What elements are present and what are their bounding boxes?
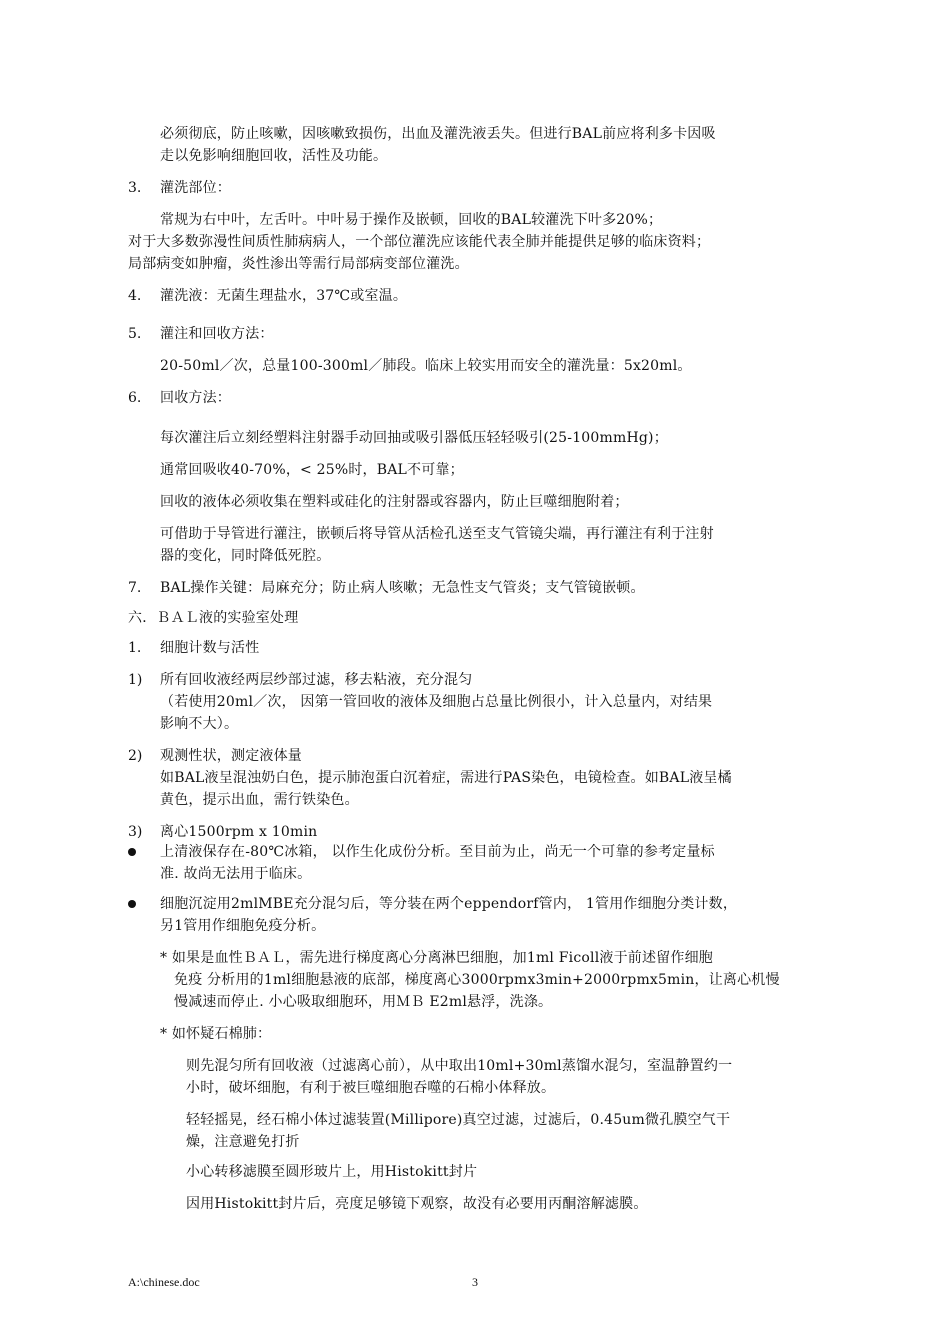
paragraph-line: 黄色，提示出血，需行铁染色。 <box>160 792 359 808</box>
bullet-icon <box>128 848 136 856</box>
chapter-heading: 六．ＢＡＬ液的实验室处理 <box>128 610 299 626</box>
item-number: 5. <box>128 326 142 342</box>
item-number: 4. <box>128 288 142 304</box>
paragraph-line: 每次灌注后立刻经塑料注射器手动回抽或吸引器低压轻轻吸引(25-100mmHg)； <box>160 430 668 446</box>
item-number: 1) <box>128 672 143 688</box>
paragraph-line: 细胞沉淀用2mlMBE充分混匀后，等分装在两个eppendorf管内， 1管用作细胞分类计数， <box>160 896 738 912</box>
section-heading: BAL操作关键：局麻充分；防止病人咳嗽；无急性支气管炎；支气管镜嵌顿。 <box>160 580 645 596</box>
paragraph-line: 必须彻底，防止咳嗽，因咳嗽致损伤，出血及灌洗液丢失。但进行BAL前应将利多卡因吸 <box>160 126 716 142</box>
item-number: 1. <box>128 640 142 656</box>
paragraph-line: 通常回吸收40-70%，< 25%时，BAL不可靠； <box>160 462 464 478</box>
item-number: 7. <box>128 580 142 596</box>
paragraph-line: 免疫 分析用的1ml细胞悬液的底部，梯度离心3000rpmx3min+2000rpmx5min，让离心机慢 <box>174 972 780 988</box>
paragraph-line: 器的变化，同时降低死腔。 <box>160 548 331 564</box>
paragraph-line: 慢减速而停止. 小心吸取细胞环，用ＭＢ E2ml悬浮，洗涤。 <box>174 994 553 1010</box>
paragraph-line: 所有回收液经两层纱部过滤，移去粘液，充分混匀 <box>160 672 473 688</box>
paragraph-line: * 如怀疑石棉肺： <box>160 1026 272 1042</box>
footer-page-number: 3 <box>472 1275 478 1289</box>
item-number: 3. <box>128 180 142 196</box>
section-heading: 灌洗液：无菌生理盐水，37℃或室温。 <box>160 288 408 304</box>
item-number: 3) <box>128 824 143 840</box>
paragraph-line: 上清液保存在-80℃冰箱， 以作生化成份分析。至目前为止，尚无一个可靠的参考定量标 <box>160 844 715 860</box>
item-number: 2) <box>128 748 143 764</box>
paragraph-line: 可借助于导管进行灌注，嵌顿后将导管从活检孔送至支气管镜尖端，再行灌注有利于注射 <box>160 526 714 542</box>
paragraph-line: 影响不大）。 <box>160 716 239 732</box>
paragraph-line: 局部病变如肿瘤，炎性渗出等需行局部病变部位灌洗。 <box>128 256 469 272</box>
paragraph-line: 小心转移滤膜至圆形玻片上，用Histokitt封片 <box>186 1164 478 1180</box>
paragraph-line: （若使用20ml／次， 因第一管回收的液体及细胞占总量比例很小，计入总量内，对结果 <box>160 694 713 710</box>
paragraph-line: 准. 故尚无法用于临床。 <box>160 866 312 882</box>
paragraph-line: 因用Histokitt封片后，亮度足够镜下观察，故没有必要用丙酮溶解滤膜。 <box>186 1196 648 1212</box>
paragraph-line: 轻轻摇晃，经石棉小体过滤装置(Millipore)真空过滤，过滤后，0.45um微孔膜空气干 <box>186 1112 731 1128</box>
paragraph-line: 燥，注意避免打折 <box>186 1134 300 1150</box>
paragraph-line: 20-50ml／次，总量100-300ml／肺段。临床上较实用而安全的灌洗量：5x20ml。 <box>160 358 692 374</box>
section-heading: 细胞计数与活性 <box>160 640 260 656</box>
section-heading: 灌注和回收方法： <box>160 326 274 342</box>
paragraph-line: 另1管用作细胞免疫分析。 <box>160 918 326 934</box>
paragraph-line: 走以免影响细胞回收，活性及功能。 <box>160 148 388 164</box>
paragraph-line: 对于大多数弥漫性间质性肺病病人，一个部位灌洗应该能代表全肺并能提供足够的临床资料； <box>128 234 711 250</box>
section-heading: 灌洗部位： <box>160 180 231 196</box>
paragraph-line: 观测性状，测定液体量 <box>160 748 302 764</box>
paragraph-line: 则先混匀所有回收液（过滤离心前），从中取出10ml+30ml蒸馏水混匀，室温静置约一 <box>186 1058 733 1074</box>
paragraph-line: 小时，破坏细胞，有利于被巨噬细胞吞噬的石棉小体释放。 <box>186 1080 556 1096</box>
paragraph-line: * 如果是血性ＢＡＬ，需先进行梯度离心分离淋巴细胞，加1ml Ficoll液于前述留作细胞 <box>160 950 713 966</box>
section-heading: 回收方法： <box>160 390 231 406</box>
footer-file-path: A:\chinese.doc <box>128 1275 200 1289</box>
bullet-icon <box>128 900 136 908</box>
paragraph-line: 常规为右中叶，左舌叶。中叶易于操作及嵌顿，回收的BAL较灌洗下叶多20%； <box>160 212 663 228</box>
paragraph-line: 回收的液体必须收集在塑料或硅化的注射器或容器内，防止巨噬细胞附着； <box>160 494 629 510</box>
item-number: 6. <box>128 390 142 406</box>
paragraph-line: 离心1500rpm x 10min <box>160 824 318 840</box>
paragraph-line: 如BAL液呈混浊奶白色，提示肺泡蛋白沉着症，需进行PAS染色，电镜检查。如BAL液呈橘 <box>160 770 732 786</box>
